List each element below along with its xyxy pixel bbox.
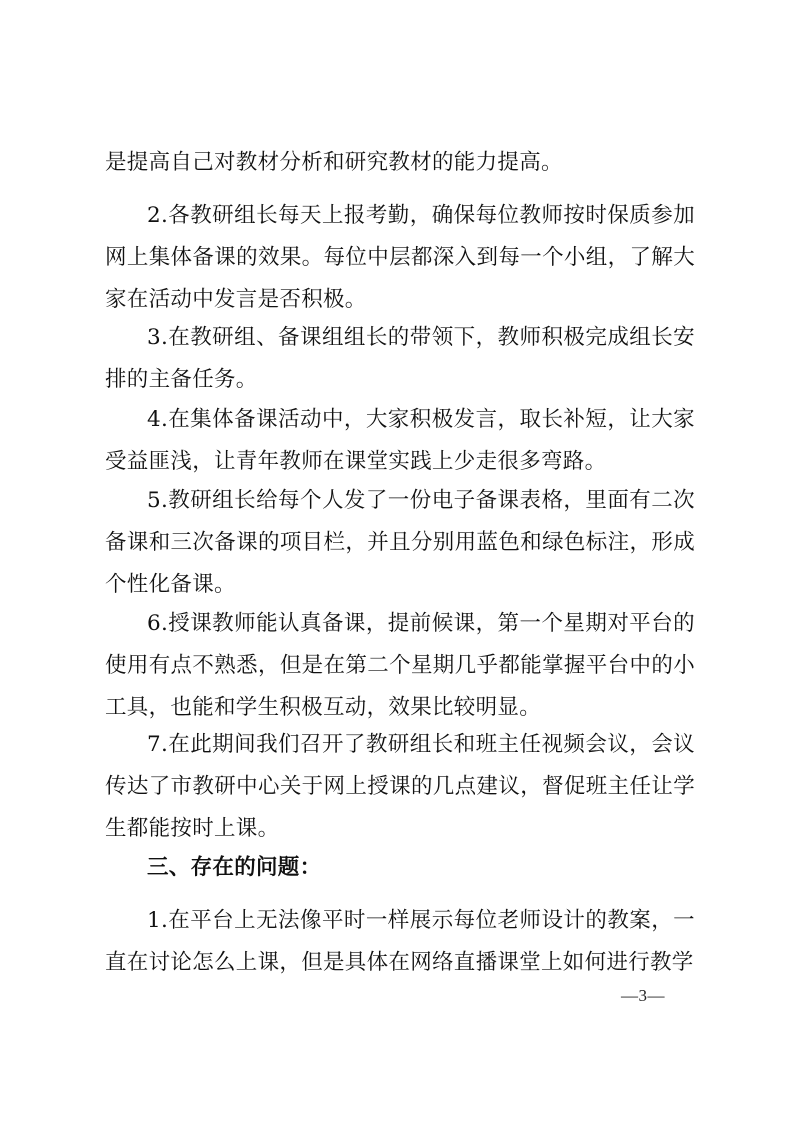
paragraph-problem-1: 1.在平台上无法像平时一样展示每位老师设计的教案，一直在讨论怎么上课，但是具体在网络直播课堂上如何进行教学 [105, 908, 695, 975]
page-number: —3— [621, 986, 665, 1005]
paragraph-item-3: 3.在教研组、备课组组长的带领下，教师积极完成组长安排的主备任务。 [105, 325, 695, 392]
section-heading-problems: 三、存在的问题： [147, 855, 322, 880]
paragraph-item-5: 5.教研组长给每个人发了一份电子备课表格，里面有二次备课和三次备课的项目栏，并且分别用蓝色和绿色标注，形成个性化备课。 [105, 488, 695, 597]
paragraph-item-7: 7.在此期间我们召开了教研组长和班主任视频会议，会议传达了市教研中心关于网上授课的几点建议，督促班主任让学生都能按时上课。 [105, 732, 695, 841]
paragraph-continuation: 是提高自己对教材分析和研究教材的能力提高。 [105, 150, 563, 175]
paragraph-item-6: 6.授课教师能认真备课，提前候课，第一个星期对平台的使用有点不熟悉，但是在第二个星期几乎都能掌握平台中的小工具，也能和学生积极互动，效果比较明显。 [105, 611, 695, 720]
paragraph-item-4: 4.在集体备课活动中，大家积极发言，取长补短，让大家受益匪浅，让青年教师在课堂实践上少走很多弯路。 [105, 407, 695, 474]
paragraph-item-2: 2.各教研组长每天上报考勤，确保每位教师按时保质参加网上集体备课的效果。每位中层都深入到每一个小组，了解大家在活动中发言是否积极。 [105, 203, 695, 312]
